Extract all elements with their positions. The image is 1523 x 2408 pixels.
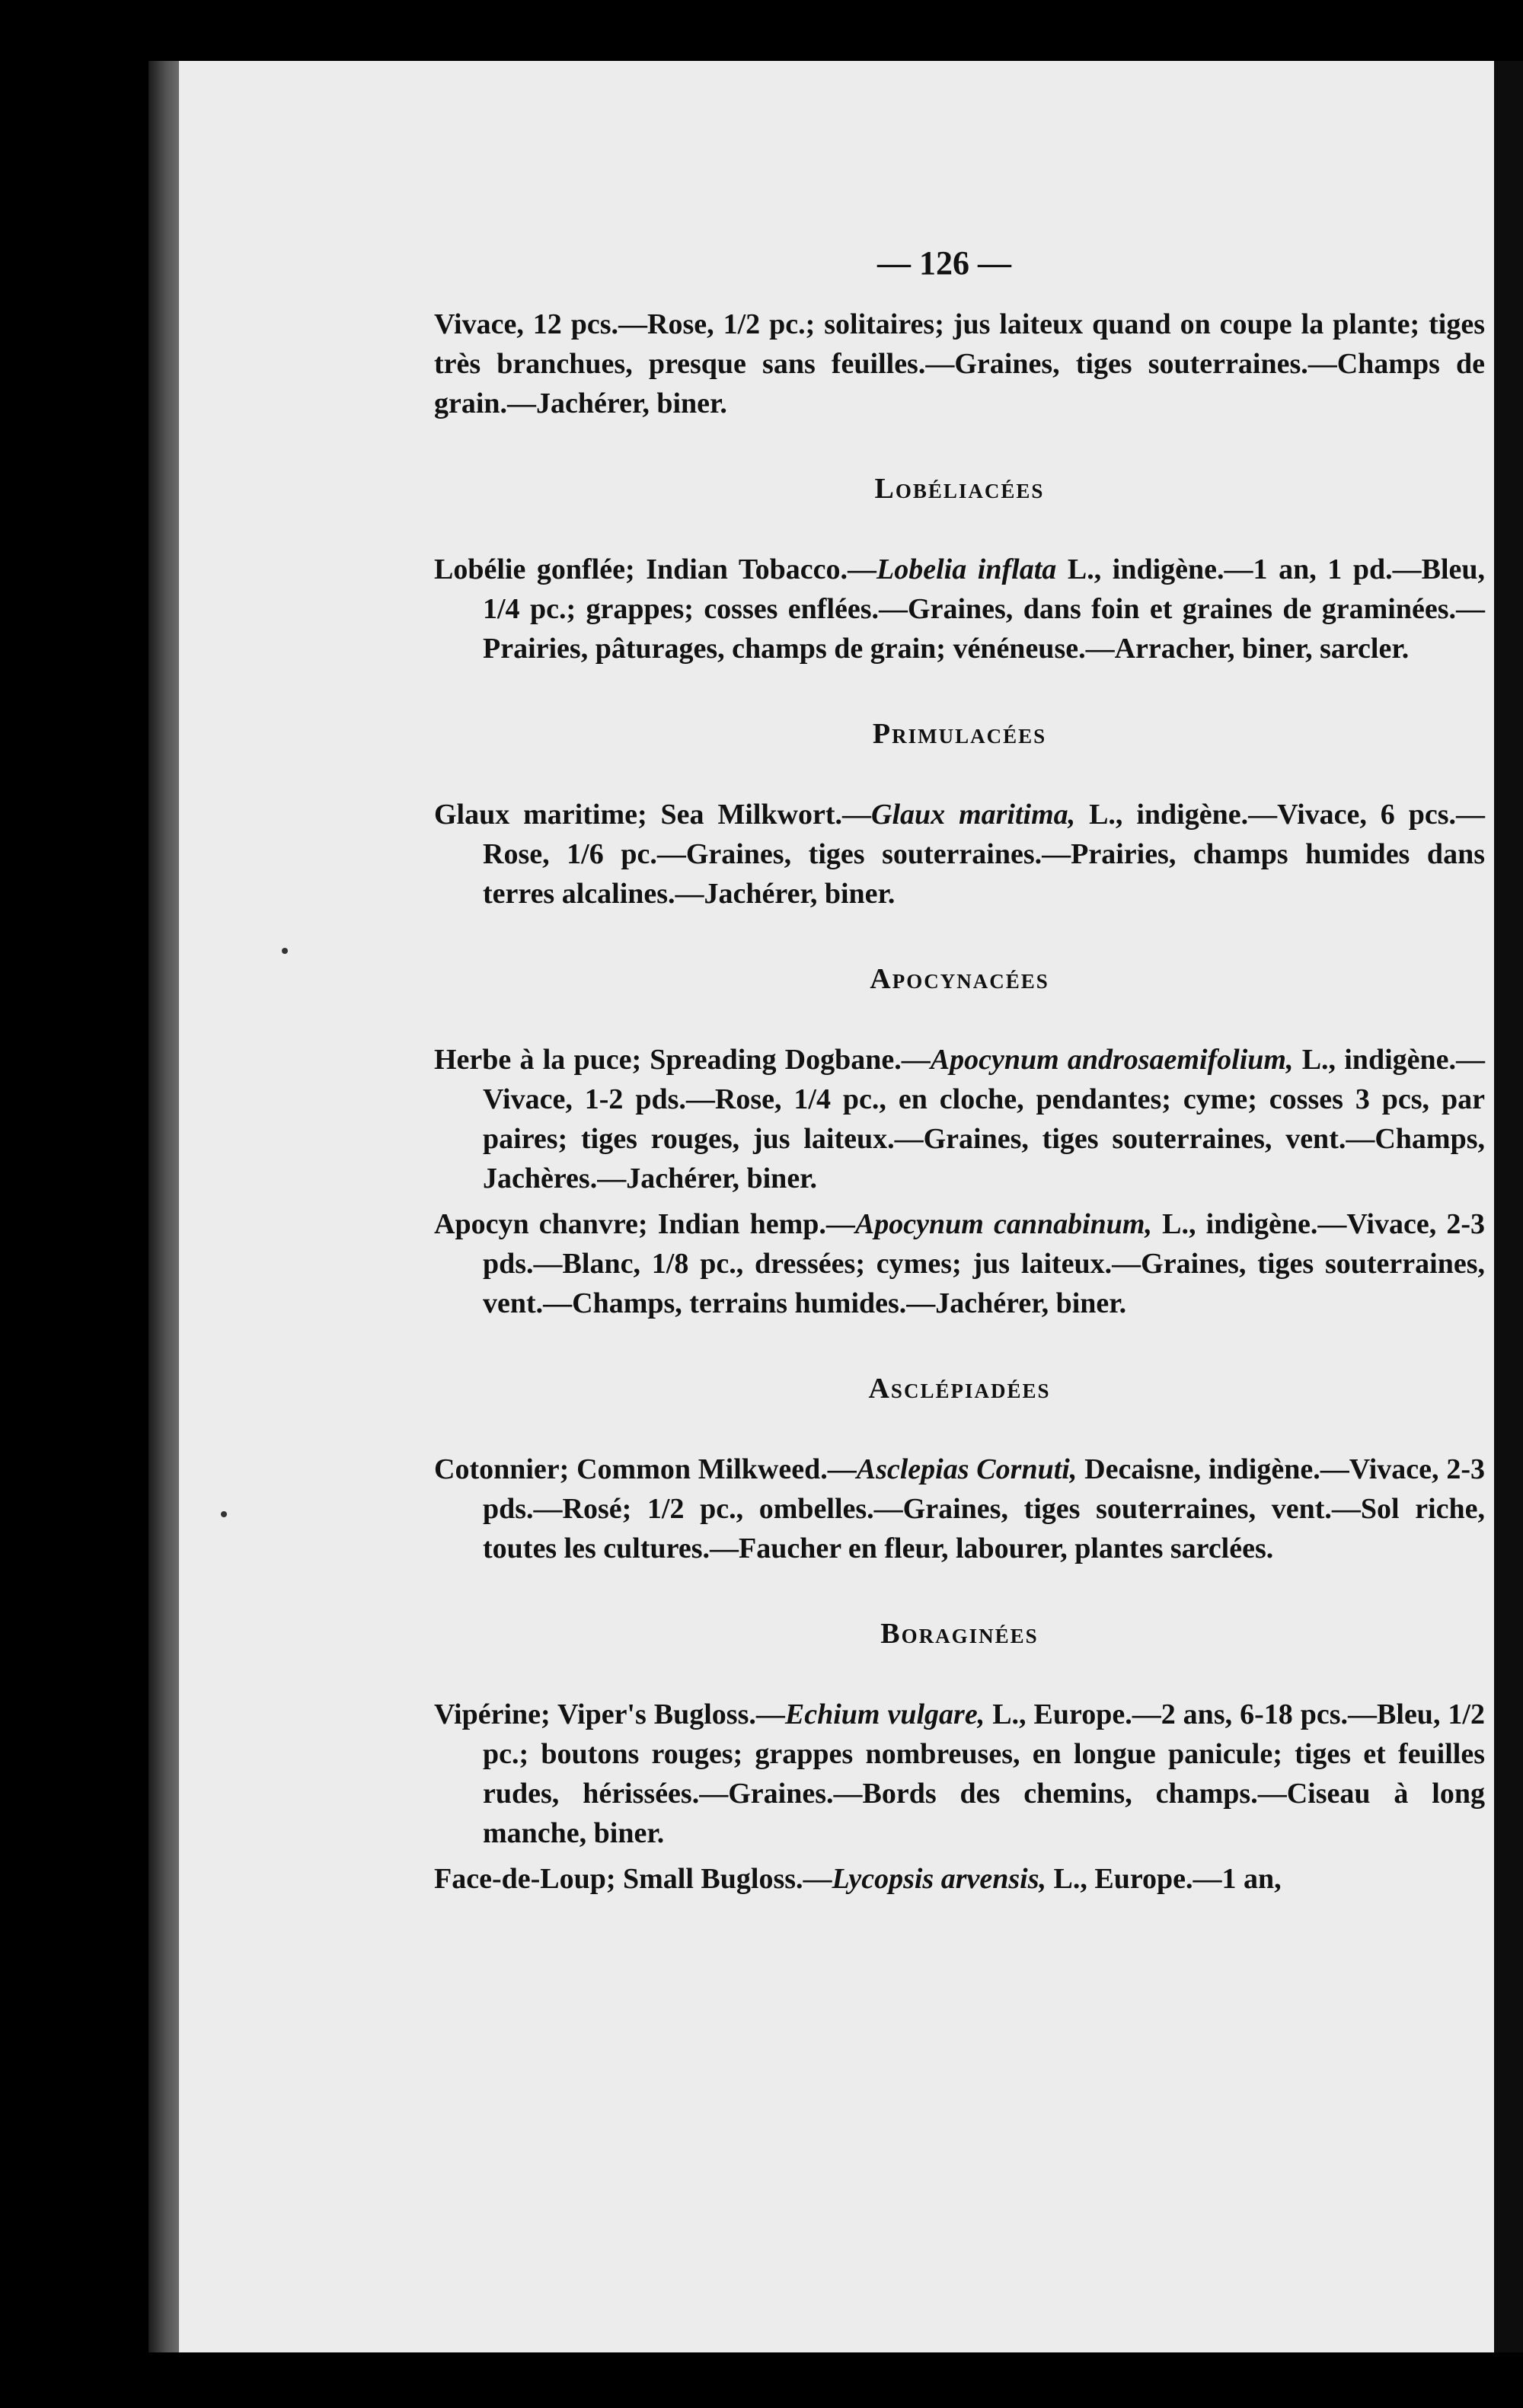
speck [221,1511,227,1517]
entry-viperine [434,1695,1485,1853]
entry-name: Apocyn chanvre; Indian hemp.— [434,1208,855,1240]
entry-latin: Apocynum androsaemifolium, [930,1044,1294,1076]
entry-text: L., Europe.—2 ans, 6-18 pcs.—Bleu, 1/2 pc.; boutons rouges; grappes nombreuses, en longue panicule; tiges et feuilles rudes, hérissées.—Graines.—Bords des chemins, champs.—Ciseau à long manche, biner. [483,1698,1485,1849]
entry-text: L., Europe.—1 an, [1046,1863,1282,1895]
entry-latin: Glaux maritima, [871,799,1076,831]
entry-cotonnier [434,1450,1485,1568]
page-content [434,244,1485,1905]
entry-latin: Lobelia inflata [876,553,1057,585]
entry-latin: Apocynum cannabinum, [854,1208,1152,1240]
entry-face-de-loup [434,1859,1485,1899]
entry-name: Vipérine; Viper's Bugloss.— [434,1698,785,1730]
entry-latin: Asclepias Cornuti, [856,1453,1078,1485]
section-heading-boraginees: Boraginées [880,1618,1039,1650]
section-heading-apocynacees: Apocynacées [870,963,1049,995]
entry-text: L., indigène.—Vivace, 6 pcs.—Rose, 1/6 pc.—Graines, tiges souterraines.—Prairies, champs humides dans terres alcalines.—Jachérer, biner. [483,799,1485,910]
entry-name: Face-de-Loup; Small Bugloss.— [434,1863,832,1895]
page-edge-shadow [1494,61,1523,2352]
section-heading-primulacees: Primulacées [872,718,1047,750]
entry-name: Lobélie gonflée; Indian Tobacco.— [434,553,877,585]
entry-glaux [434,795,1485,914]
entry-herbe-a-la-puce [434,1040,1485,1198]
page-number: — 126 — [877,244,1011,282]
entry-name: Cotonnier; Common Milkweed.— [434,1453,857,1485]
intro-paragraph: Vivace, 12 pcs.—Rose, 1/2 pc.; solitaires; jus laiteux quand on coupe la plante; tiges très branchues, presque sans feuilles.—Graines, tiges souterraines.—Champs de grain.—Jachérer, biner. [434,308,1485,419]
entry-apocyn-chanvre [434,1204,1485,1323]
entry-text: L., indigène.—1 an, 1 pd.—Bleu, 1/4 pc.; grappes; cosses enflées.—Graines, dans foin et graines de graminées.—Prairies, pâturages, champs de grain; vénéneuse.—Arracher, biner, sarcler. [483,553,1486,665]
entry-text: L., indigène.—Vivace, 2-3 pds.—Blanc, 1/8 pc., dressées; cymes; jus laiteux.—Graines, tiges souterraines, vent.—Champs, terrains humides.—Jachérer, biner. [483,1208,1486,1319]
entry-text: Decaisne, indigène.—Vivace, 2-3 pds.—Rosé; 1/2 pc., ombelles.—Graines, tiges souterraines, vent.—Sol riche, toutes les cultures.—Faucher en fleur, labourer, plantes sarclées. [483,1453,1485,1564]
entry-text: L., indigène.—Vivace, 1-2 pds.—Rose, 1/4 pc., en cloche, pendantes; cyme; cosses 3 pcs, par paires; tiges rouges, jus laiteux.—Graines, tiges souterraines, vent.—Champs, Jachères.—Jachérer, biner. [483,1044,1485,1194]
entry-name: Herbe à la puce; Spreading Dogbane.— [434,1044,931,1076]
speck [282,948,288,954]
section-heading-lobeliacees: Lobéliacées [874,473,1045,505]
entry-latin: Lycopsis arvensis, [832,1863,1047,1895]
entry-latin: Echium vulgare, [784,1698,985,1730]
section-heading-asclepiadees: Asclépiadées [868,1373,1051,1405]
entry-name: Glaux maritime; Sea Milkwort.— [434,799,872,831]
entry-lobelie [434,550,1485,668]
